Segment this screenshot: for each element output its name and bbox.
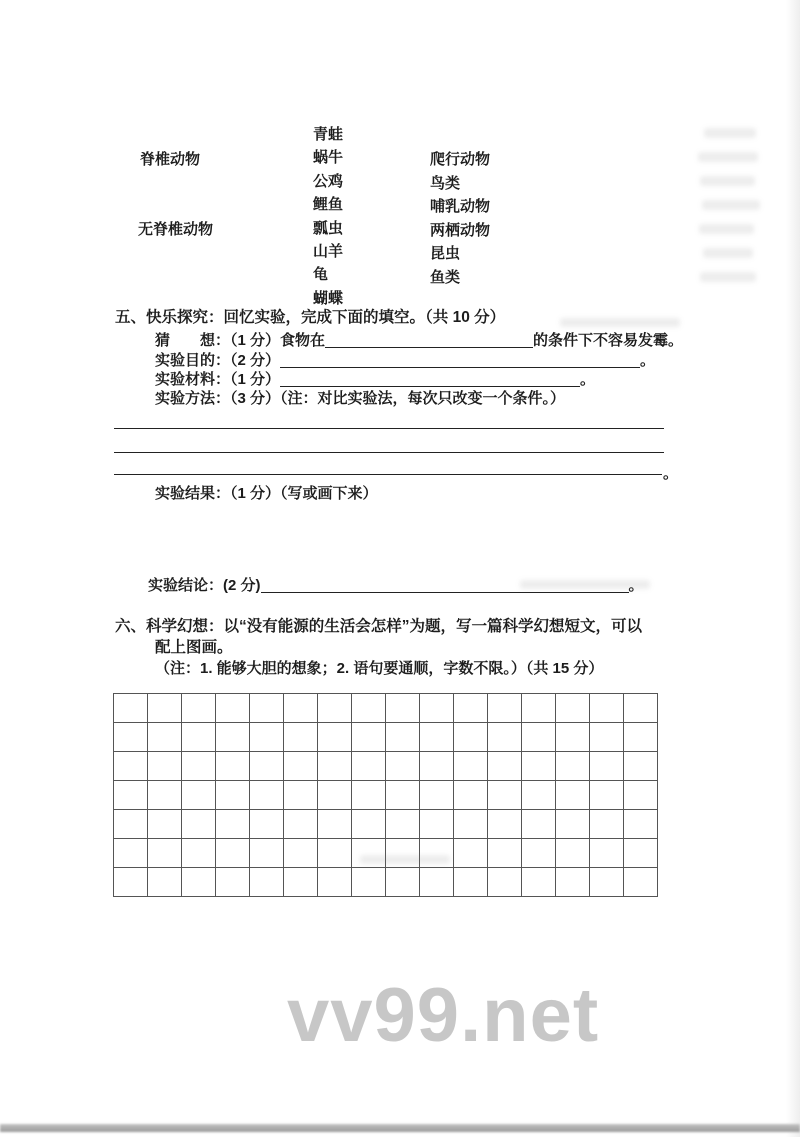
scan-artifact — [704, 128, 756, 138]
grid-cell — [420, 810, 454, 839]
answer-line-3-period: 。 — [663, 465, 679, 482]
grid-cell — [590, 694, 624, 723]
category-vertebrate: 脊椎动物 — [140, 151, 201, 168]
result-line: 实验结果：（1 分）（写或画下来） — [155, 485, 378, 502]
grid-cell — [488, 752, 522, 781]
grid-cell — [454, 694, 488, 723]
grid-cell — [114, 752, 148, 781]
animal-name: 瓢虫 — [313, 219, 344, 237]
grid-cell — [284, 781, 318, 810]
grid-cell — [318, 723, 352, 752]
grid-cell — [114, 868, 148, 897]
grid-cell — [148, 839, 182, 868]
section6-heading — [115, 616, 642, 637]
grid-cell — [352, 723, 386, 752]
grid-cell — [216, 781, 250, 810]
grid-cell — [284, 868, 318, 897]
purpose-line — [155, 351, 655, 371]
animal-class: 鸟类 — [430, 174, 461, 192]
writing-grid — [113, 693, 658, 897]
grid-cell — [386, 723, 420, 752]
grid-cell — [352, 781, 386, 810]
answer-line-1 — [114, 408, 664, 429]
grid-cell — [114, 839, 148, 868]
grid-cell — [522, 694, 556, 723]
purpose-blank — [280, 352, 640, 368]
grid-cell — [590, 752, 624, 781]
answer-line-3 — [114, 454, 662, 475]
grid-cell — [352, 694, 386, 723]
grid-cell — [624, 752, 658, 781]
grid-cell — [420, 723, 454, 752]
animal-class: 两栖动物 — [430, 221, 491, 239]
grid-cell — [182, 723, 216, 752]
scan-artifact — [702, 200, 760, 210]
grid-cell — [216, 810, 250, 839]
grid-cell — [182, 868, 216, 897]
grid-cell — [318, 781, 352, 810]
animal-class-list — [430, 148, 490, 289]
animal-name: 鲤鱼 — [313, 196, 344, 214]
grid-cell — [590, 723, 624, 752]
grid-cell — [148, 723, 182, 752]
grid-cell — [216, 868, 250, 897]
section6-heading-bold: 科学幻想： — [146, 618, 224, 635]
grid-cell — [216, 839, 250, 868]
grid-cell — [216, 694, 250, 723]
animal-name: 蝴蝶 — [313, 289, 344, 307]
materials-blank — [280, 371, 580, 387]
grid-cell — [114, 723, 148, 752]
section5-heading-text: 快乐探究：回忆实验，完成下面的填空。（共 10 分） — [146, 309, 506, 326]
grid-cell — [454, 781, 488, 810]
guess-suffix: 的条件下不容易发霉。 — [533, 332, 684, 349]
section6-heading-line2: 配上图画。 — [155, 639, 233, 656]
grid-cell — [250, 694, 284, 723]
grid-cell — [182, 781, 216, 810]
section6-note: （注：1. 能够大胆的想象；2. 语句要通顺，字数不限。）（共 15 分） — [155, 660, 604, 677]
animal-class: 鱼类 — [430, 268, 461, 286]
grid-cell — [624, 781, 658, 810]
animal-class: 昆虫 — [430, 245, 461, 262]
grid-cell — [556, 752, 590, 781]
grid-cell — [522, 810, 556, 839]
grid-cell — [386, 694, 420, 723]
grid-cell — [318, 868, 352, 897]
grid-cell — [318, 752, 352, 781]
grid-cell — [318, 839, 352, 868]
grid-cell — [114, 781, 148, 810]
grid-cell — [386, 810, 420, 839]
grid-cell — [420, 752, 454, 781]
grid-cell — [284, 839, 318, 868]
scan-artifact — [520, 580, 650, 589]
scan-artifact — [699, 224, 754, 234]
method-line — [155, 389, 565, 409]
scan-artifact — [700, 272, 756, 282]
section6-number: 六、 — [115, 618, 147, 635]
grid-cell — [488, 781, 522, 810]
grid-cell — [284, 723, 318, 752]
grid-cell — [148, 810, 182, 839]
scan-artifact — [560, 318, 680, 327]
grid-cell — [556, 868, 590, 897]
watermark: vv99.net — [287, 973, 600, 1058]
materials-line — [155, 370, 595, 390]
grid-cell — [522, 868, 556, 897]
grid-cell — [420, 868, 454, 897]
grid-cell — [624, 810, 658, 839]
grid-cell — [590, 781, 624, 810]
grid-cell — [386, 752, 420, 781]
method-note: （注：对比实验法，每次只改变一个条件。） — [280, 390, 566, 407]
grid-cell — [522, 723, 556, 752]
animal-name-list — [313, 123, 343, 310]
grid-cell — [624, 868, 658, 897]
conclusion-label: 实验结论：(2 分) — [148, 577, 261, 594]
grid-cell — [352, 868, 386, 897]
animal-name: 龟 — [313, 266, 329, 284]
grid-cell — [148, 752, 182, 781]
grid-cell — [182, 752, 216, 781]
grid-cell — [454, 839, 488, 868]
grid-cell — [250, 868, 284, 897]
grid-cell — [454, 723, 488, 752]
grid-cell — [284, 694, 318, 723]
animal-class: 爬行动物 — [430, 151, 491, 168]
grid-cell — [250, 723, 284, 752]
section5-heading — [115, 307, 505, 328]
animal-name: 山羊 — [313, 242, 344, 260]
grid-cell — [216, 752, 250, 781]
grid-cell — [556, 810, 590, 839]
grid-cell — [624, 839, 658, 868]
grid-cell — [556, 839, 590, 868]
purpose-label: 实验目的：（2 分） — [155, 352, 281, 369]
grid-cell — [250, 781, 284, 810]
guess-blank — [325, 332, 533, 348]
grid-cell — [318, 694, 352, 723]
grid-cell — [284, 752, 318, 781]
grid-cell — [488, 868, 522, 897]
grid-cell — [488, 723, 522, 752]
materials-period: 。 — [580, 371, 596, 388]
section6-heading-rest: 以“没有能源的生活会怎样”为题，写一篇科学幻想短文，可以 — [223, 618, 643, 635]
grid-cell — [114, 810, 148, 839]
animal-class: 哺乳动物 — [430, 198, 491, 215]
grid-cell — [250, 752, 284, 781]
grid-cell — [590, 839, 624, 868]
animal-name: 公鸡 — [313, 172, 344, 190]
grid-cell — [216, 723, 250, 752]
grid-cell — [488, 839, 522, 868]
grid-cell — [454, 868, 488, 897]
grid-cell — [624, 723, 658, 752]
animal-name: 蜗牛 — [313, 149, 344, 167]
grid-cell — [182, 694, 216, 723]
scan-edge-bottom — [0, 1124, 800, 1132]
grid-cell — [148, 694, 182, 723]
grid-cell — [522, 839, 556, 868]
grid-cell — [318, 810, 352, 839]
scan-artifact — [703, 248, 753, 258]
scan-artifact — [360, 855, 450, 864]
conclusion-period: 。 — [628, 577, 644, 594]
grid-cell — [454, 810, 488, 839]
grid-cell — [182, 810, 216, 839]
scan-artifact — [698, 152, 758, 162]
grid-cell — [352, 752, 386, 781]
grid-cell — [522, 752, 556, 781]
purpose-period: 。 — [640, 352, 656, 369]
answer-line-2 — [114, 432, 664, 453]
grid-cell — [284, 810, 318, 839]
grid-cell — [488, 810, 522, 839]
guess-label: 猜 想：（1 分）食物在 — [155, 332, 326, 349]
grid-cell — [250, 810, 284, 839]
grid-cell — [522, 781, 556, 810]
grid-cell — [148, 781, 182, 810]
grid-cell — [556, 781, 590, 810]
grid-cell — [488, 694, 522, 723]
grid-cell — [556, 694, 590, 723]
grid-cell — [556, 723, 590, 752]
section5-number: 五、 — [115, 309, 147, 326]
grid-cell — [386, 868, 420, 897]
grid-cell — [352, 810, 386, 839]
guess-line — [155, 331, 683, 351]
grid-cell — [420, 694, 454, 723]
materials-label: 实验材料：（1 分） — [155, 371, 281, 388]
scan-edge-right — [786, 0, 800, 1137]
grid-cell — [590, 868, 624, 897]
scan-artifact — [700, 176, 755, 186]
category-invertebrate: 无脊椎动物 — [138, 221, 214, 238]
grid-cell — [148, 868, 182, 897]
grid-cell — [624, 694, 658, 723]
grid-cell — [114, 694, 148, 723]
grid-cell — [182, 839, 216, 868]
animal-name: 青蛙 — [313, 126, 344, 143]
grid-cell — [590, 810, 624, 839]
grid-cell — [250, 839, 284, 868]
grid-cell — [420, 781, 454, 810]
grid-cell — [454, 752, 488, 781]
grid-cell — [386, 781, 420, 810]
method-label: 实验方法：（3 分） — [155, 390, 281, 407]
